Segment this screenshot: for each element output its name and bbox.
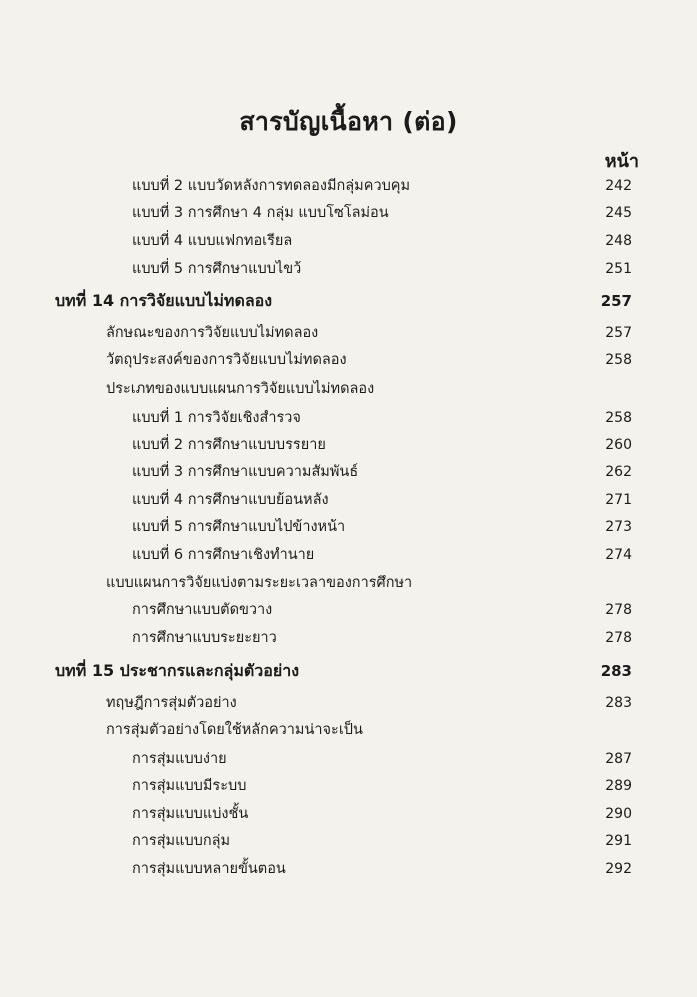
toc-entry-text: แบบวัดหลังการทดลองมีกลุ่มควบคุม xyxy=(187,178,411,194)
toc-entry-text: การศึกษาแบบไปข้างหน้า xyxy=(187,519,346,535)
toc-entry-label xyxy=(132,746,227,772)
toc-entry-row xyxy=(0,459,697,485)
toc-entry-prefix: แบบที่ 3 xyxy=(132,205,184,221)
toc-entry-label xyxy=(132,773,246,799)
toc-chapter-row xyxy=(0,288,697,314)
toc-entry-label xyxy=(106,570,412,596)
toc-page-number: 278 xyxy=(605,630,632,646)
toc-entry-row xyxy=(0,173,697,199)
toc-entry-label xyxy=(132,459,358,485)
toc-page-number: 273 xyxy=(605,519,632,535)
toc-entry-text: ทฤษฎีการสุ่มตัวอย่าง xyxy=(106,695,237,711)
toc-entry-text: การศึกษาแบบตัดขวาง xyxy=(132,602,273,618)
toc-page-number: 278 xyxy=(605,602,632,618)
toc-page-number: 258 xyxy=(605,352,632,368)
toc-entry-label xyxy=(132,856,286,882)
toc-entry-row xyxy=(0,200,697,226)
toc-entry-text: การศึกษาเชิงทำนาย xyxy=(187,547,315,563)
toc-entry-row xyxy=(0,746,697,772)
toc-entry-label xyxy=(132,801,248,827)
toc-entry-label xyxy=(106,690,237,716)
toc-page-number: 260 xyxy=(605,437,632,453)
toc-entry-label xyxy=(106,717,363,743)
toc-entry-row xyxy=(0,514,697,540)
toc-entry-row xyxy=(0,347,697,373)
toc-entry-text: แบบแผนการวิจัยแบ่งตามระยะเวลาของการศึกษา xyxy=(106,575,413,591)
toc-entry-label xyxy=(132,405,301,431)
toc-entry-text: วัตถุประสงค์ของการวิจัยแบบไม่ทดลอง xyxy=(106,352,347,368)
toc-entry-text: การศึกษาแบบไขว้ xyxy=(187,261,302,277)
toc-page-number: 283 xyxy=(605,695,632,711)
toc-page-number: 245 xyxy=(605,205,632,221)
toc-entry-label xyxy=(132,542,314,568)
toc-entry-row xyxy=(0,487,697,513)
toc-entry-label xyxy=(132,487,329,513)
page-title: สารบัญเนื้อหา (ต่อ) xyxy=(239,107,458,136)
toc-page-number: 289 xyxy=(605,778,632,794)
toc-entry-label xyxy=(132,432,326,458)
toc-page-number: 257 xyxy=(605,325,632,341)
toc-entry-label xyxy=(106,376,374,402)
toc-entry-row xyxy=(0,690,697,716)
toc-entry-label xyxy=(132,597,272,623)
toc-entry-row xyxy=(0,256,697,282)
toc-entry-text: การศึกษา 4 กลุ่ม แบบโซโลม่อน xyxy=(187,205,389,221)
toc-page-number: 257 xyxy=(600,292,632,310)
toc-entry-row xyxy=(0,856,697,882)
toc-entry-text: การศึกษาแบบความสัมพันธ์ xyxy=(187,464,359,480)
toc-entry-row xyxy=(0,625,697,651)
toc-entry-text: ประเภทของแบบแผนการวิจัยแบบไม่ทดลอง xyxy=(106,381,375,397)
toc-entry-row xyxy=(0,432,697,458)
toc-entry-label xyxy=(55,288,272,314)
toc-chapter-row xyxy=(0,658,697,684)
toc-page-number: 283 xyxy=(600,662,632,680)
toc-page-number: 274 xyxy=(605,547,632,563)
toc-entry-text: การสุ่มแบบกลุ่ม xyxy=(132,833,231,849)
toc-entry-text: การศึกษาแบบบรรยาย xyxy=(187,437,326,453)
toc-entry-label xyxy=(132,256,301,282)
toc-entry-text: การวิจัยแบบไม่ทดลอง xyxy=(119,291,273,310)
toc-entry-label xyxy=(132,514,345,540)
toc-entry-prefix: แบบที่ 4 xyxy=(132,233,184,249)
toc-entry-row xyxy=(0,717,697,743)
toc-entry-text: การสุ่มตัวอย่างโดยใช้หลักความน่าจะเป็น xyxy=(106,722,363,738)
toc-entry-text: การสุ่มแบบง่าย xyxy=(132,751,227,767)
toc-entry-prefix: แบบที่ 4 xyxy=(132,492,184,508)
toc-page-number: 291 xyxy=(605,833,632,849)
toc-entry-prefix: แบบที่ 1 xyxy=(132,410,184,426)
toc-entry-row xyxy=(0,828,697,854)
toc-page-number: 262 xyxy=(605,464,632,480)
toc-entry-prefix: แบบที่ 2 xyxy=(132,437,184,453)
toc-entry-prefix: แบบที่ 5 xyxy=(132,261,184,277)
toc-entry-text: การสุ่มแบบแบ่งชั้น xyxy=(132,806,249,822)
toc-entry-row xyxy=(0,570,697,596)
toc-entry-row xyxy=(0,773,697,799)
toc-page-number: 258 xyxy=(605,410,632,426)
toc-entry-prefix: บทที่ 14 xyxy=(55,291,115,310)
toc-page-number: 290 xyxy=(605,806,632,822)
toc-entry-label xyxy=(132,228,292,254)
page-column-header: หน้า xyxy=(604,151,639,172)
toc-page-number: 271 xyxy=(605,492,632,508)
toc-entry-row xyxy=(0,597,697,623)
toc-entry-prefix: แบบที่ 5 xyxy=(132,519,184,535)
toc-entry-label xyxy=(132,200,389,226)
toc-entry-row xyxy=(0,320,697,346)
toc-entry-label xyxy=(132,173,410,199)
toc-entry-text: การวิจัยเชิงสำรวจ xyxy=(187,410,301,426)
toc-entry-row xyxy=(0,376,697,402)
toc-page-number: 251 xyxy=(605,261,632,277)
toc-entry-text: การสุ่มแบบมีระบบ xyxy=(132,778,247,794)
toc-entry-label xyxy=(106,347,347,373)
toc-entry-prefix: แบบที่ 3 xyxy=(132,464,184,480)
toc-entry-row xyxy=(0,542,697,568)
toc-entry-prefix: บทที่ 15 xyxy=(55,661,115,680)
toc-entry-text: การศึกษาแบบย้อนหลัง xyxy=(187,492,329,508)
toc-entry-label xyxy=(132,828,230,854)
toc-entry-text: ลักษณะของการวิจัยแบบไม่ทดลอง xyxy=(106,325,319,341)
toc-entry-text: การสุ่มแบบหลายขั้นตอน xyxy=(132,861,286,877)
toc-entry-prefix: แบบที่ 2 xyxy=(132,178,184,194)
toc-page-number: 292 xyxy=(605,861,632,877)
toc-entry-row xyxy=(0,228,697,254)
toc-entry-text: แบบแฟกทอเรียล xyxy=(187,233,293,249)
toc-entry-label xyxy=(132,625,277,651)
toc-entry-prefix: แบบที่ 6 xyxy=(132,547,184,563)
toc-entry-label xyxy=(106,320,318,346)
toc-page-number: 287 xyxy=(605,751,632,767)
toc-entry-text: ประชากรและกลุ่มตัวอย่าง xyxy=(119,661,300,680)
toc-entry-text: การศึกษาแบบระยะยาว xyxy=(132,630,277,646)
toc-entry-row xyxy=(0,405,697,431)
toc-page-number: 242 xyxy=(605,178,632,194)
toc-entry-label xyxy=(55,658,299,684)
toc-entry-row xyxy=(0,801,697,827)
toc-page-number: 248 xyxy=(605,233,632,249)
